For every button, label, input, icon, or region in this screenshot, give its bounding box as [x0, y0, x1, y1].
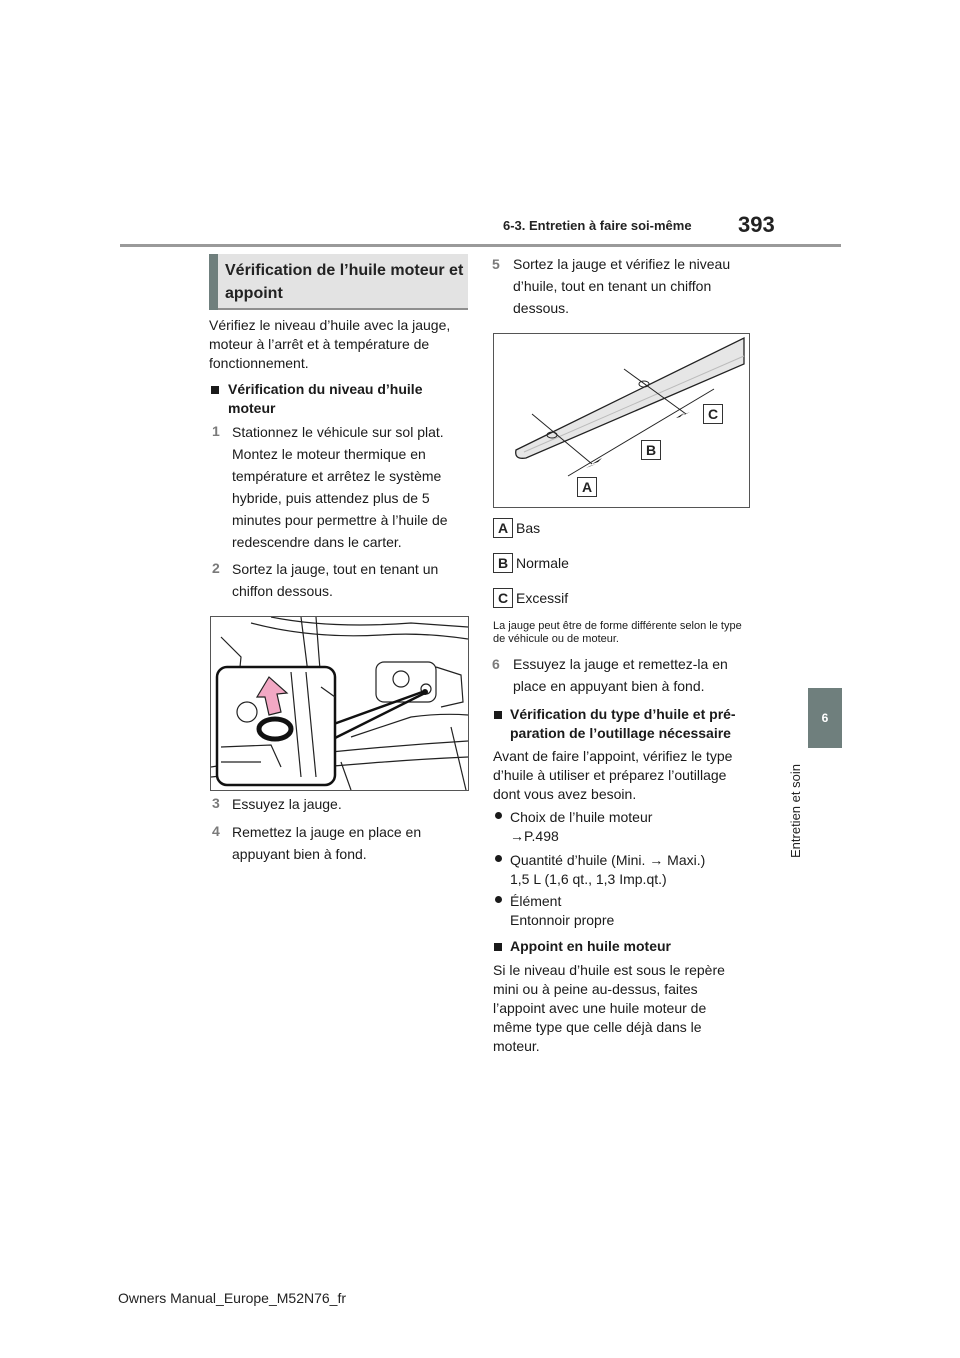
- legend-key-a: A: [493, 518, 513, 538]
- engine-bay-drawing: [211, 617, 468, 790]
- section-heading-text: Vérification de l’huile moteur et appoint: [225, 262, 464, 302]
- step-text: Essuyez la jauge et remettez-la en place en appuyant bien à fond.: [513, 656, 728, 694]
- document-footer: Owners Manual_Europe_M52N76_fr: [118, 1290, 347, 1306]
- chapter-tab: 6: [808, 688, 842, 748]
- legend-text-b: Normale: [516, 555, 569, 571]
- bullet-dot: [495, 812, 502, 819]
- bullet-line-detail: 1,5 L (1,6 qt., 1,3 Imp.qt.): [510, 871, 667, 887]
- step-number: 5: [492, 256, 500, 272]
- engine-bay-illustration: [210, 616, 469, 791]
- bullet-line: Élément: [510, 893, 562, 909]
- page-number: 393: [738, 212, 775, 237]
- step-number: 4: [212, 823, 220, 839]
- legend-text-a: Bas: [516, 520, 541, 536]
- step-number: 1: [212, 423, 220, 439]
- figure-note: La jauge peut être de forme différente selon le type de véhicule ou de moteur.: [493, 620, 742, 645]
- running-header-section: 6-3. Entretien à faire soi-même: [503, 218, 692, 233]
- marker-c-label: C: [703, 404, 723, 424]
- bullet-line: Choix de l’huile moteur: [510, 809, 653, 825]
- refill-paragraph: Si le niveau d’huile est sous le repère mini ou à peine au-dessus, faites l’appoint avec une huile moteur de même type que celle déjà dans le moteur.: [493, 962, 725, 1054]
- subheading-oil-level: Vérification du niveau d’huile moteur: [228, 381, 423, 416]
- subheading-oil-type: Vérification du type d’huile et pré-paration de l’outillage nécessaire: [510, 706, 736, 741]
- step-text: Sortez la jauge, tout en tenant un chiffon dessous.: [232, 561, 439, 599]
- step-number: 3: [212, 795, 220, 811]
- step-text: Remettez la jauge en place en appuyant bien à fond.: [232, 824, 422, 862]
- subheading-marker: [494, 943, 502, 951]
- legend-text-c: Excessif: [516, 590, 569, 606]
- header-rule: [120, 244, 841, 247]
- bullet-equipment: [510, 892, 748, 930]
- legend-key-b: B: [493, 553, 513, 573]
- step-text: Sortez la jauge et vérifiez le niveau d’huile, tout en tenant un chiffon dessous.: [513, 256, 731, 316]
- bullet-line: Quantité d’huile (Mini. → Maxi.): [510, 852, 706, 868]
- marker-b-label: B: [641, 440, 661, 460]
- step-number: 2: [212, 560, 220, 576]
- bullet-line-detail: Entonnoir propre: [510, 912, 615, 928]
- subheading-marker: [211, 386, 219, 394]
- bullet-oil-choice: [510, 808, 748, 846]
- bullet-oil-quantity: [510, 851, 748, 889]
- preparation-paragraph: Avant de faire l’appoint, vérifiez le type d’huile à utiliser et préparez l’outillage dont vous avez besoin.: [493, 748, 733, 802]
- marker-a-label: A: [577, 477, 597, 497]
- chapter-label-text: Entretien et soin: [788, 764, 803, 858]
- subheading-marker: [494, 711, 502, 719]
- step-text: Stationnez le véhicule sur sol plat. Montez le moteur thermique en température et arrêtez le système hybride, puis attendez plus de 5 minutes pour permettre à l’huile de redescendre dans le carter.: [232, 424, 448, 550]
- step-text: Essuyez la jauge.: [232, 796, 342, 812]
- chapter-label: [786, 760, 806, 860]
- legend-key-c: C: [493, 588, 513, 608]
- dipstick-illustration: [493, 333, 750, 508]
- subheading-oil-refill: Appoint en huile moteur: [510, 938, 671, 954]
- step-number: 6: [492, 656, 500, 672]
- section-heading-bar: [209, 254, 218, 310]
- bullet-dot: [495, 896, 502, 903]
- bullet-dot: [495, 855, 502, 862]
- section-heading: [209, 254, 468, 310]
- intro-paragraph: Vérifiez le niveau d’huile avec la jauge, moteur à l’arrêt et à température de fonctionnement.: [209, 317, 451, 371]
- page-reference: →P.498: [510, 828, 559, 844]
